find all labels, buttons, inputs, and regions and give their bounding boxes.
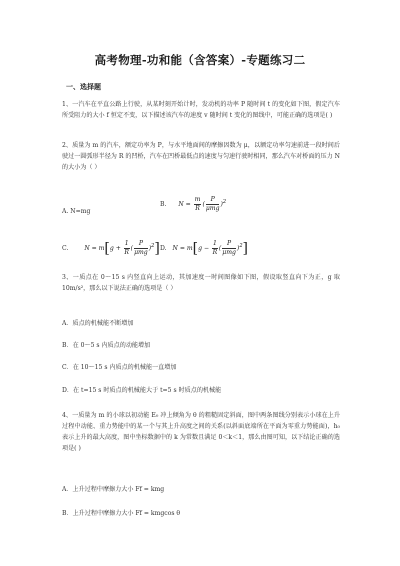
q2-option-d-label: D. <box>160 245 167 252</box>
q2-option-c <box>62 240 160 257</box>
q4-option-b: B．上升过程中摩擦力大小 Ff = kmgcos θ <box>62 510 181 517</box>
section-heading: 一、选择题 <box>66 82 101 91</box>
question-4: 4、一质量为 m 的小球以初动能 E₀ 冲上倾角为 θ 的粗糙固定斜面，图中两条图线分别表示小球在上升过程中动能、重力势能中的某一个与其上升高度之间的关系(以斜面底端所在平面为零重力势能面)，h₀ 表示上升的最大高度，图中坐标数据中的 k 为常数且满足 0＜k＜1，那么由图可知，以下结论正确的选项是( ) <box>62 412 340 452</box>
q2-option-d <box>160 240 248 257</box>
q2-option-b-formula: N = $\frac{m}{R}$ ( $\frac{P}{\text{μmg}}$ )$^2$ <box>178 196 227 212</box>
question-2: 2、质量为 m 的汽车，额定功率为 P，与水平地面间的摩擦因数为 μ，以额定功率匀速前进一段时间后驶过一圆弧形半径为 R 的凹桥，汽车在凹桥最低点的速度与匀速行驶时相同，那么汽车对桥面的压力 N 的大小为（ ） <box>62 142 340 171</box>
q3-option-c: C．在 10～15 s 内质点的机械能一直增加 <box>62 364 177 371</box>
q2-option-b <box>160 196 226 213</box>
q2-option-a: A. N=mg <box>62 208 91 215</box>
q2-option-c-label: C. <box>62 245 69 252</box>
q3-option-d: D．在 t=15 s 时质点的机械能大于 t=5 s 时质点的机械能 <box>62 387 222 394</box>
q2-option-c-formula: N = m[g + $\frac{1}{R}$ ( $\frac{P}{\text{μmg}}$ )$^2$] <box>84 240 160 257</box>
question-1: 1、一汽车在平直公路上行驶，从某时刻开始计时，发动机的功率 P 随时间 t 的变化如下图，假定汽车所受阻力的大小 f 恒定不变，以下描述该汽车的速度 v 随时间 t 变化的图线中，可能正确的选项是( ) <box>62 101 340 119</box>
q4-option-a: A．上升过程中摩擦力大小 Ff = kmg <box>62 486 165 493</box>
question-3: 3、一质点在 0～15 s 内竖直向上运动，其加速度一时间图像如下图，假设取竖直向下为正，g 取 10m/s²，那么以下说法正确的选项是（ ） <box>62 274 340 292</box>
q2-option-b-label: B. <box>160 201 167 208</box>
q2-option-d-formula: N = m[g − $\frac{1}{R}$ ( $\frac{P}{\text{μmg}}$ )$^2$] <box>172 240 249 257</box>
q3-option-b: B．在 0～5 s 内质点的动能增加 <box>62 342 151 349</box>
page-title: 高考物理-功和能（含答案）-专题练习二 <box>94 53 306 67</box>
q3-option-a: A．质点的机械能不断增加 <box>62 320 134 327</box>
